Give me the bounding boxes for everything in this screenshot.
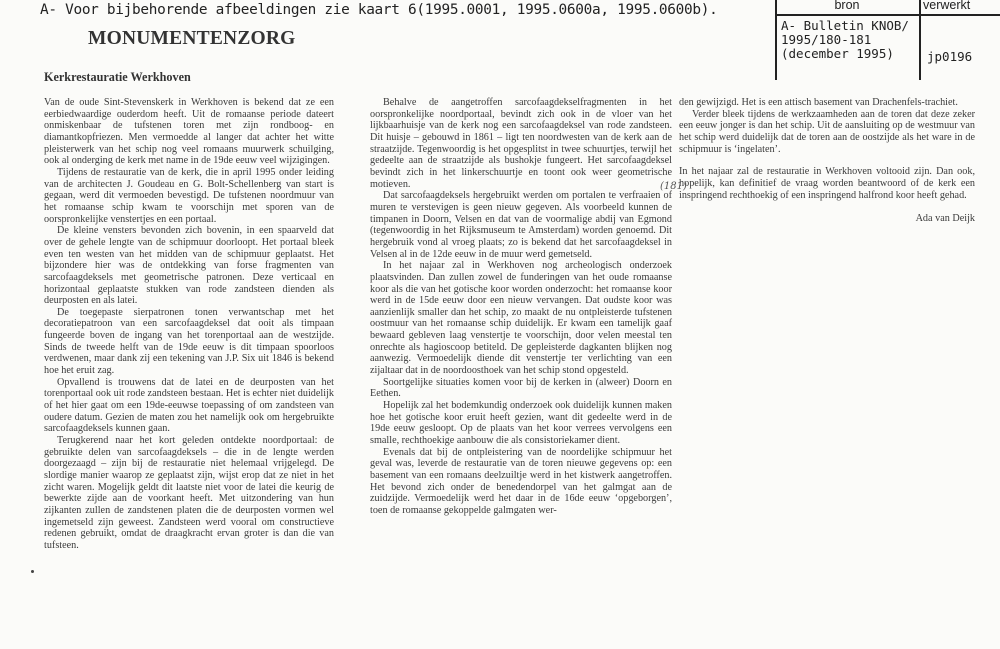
source-reference — [781, 19, 909, 61]
paragraph: Opvallend is trouwens dat de latei en de deurposten van het torenportaal ook uit rode zandsteen bestaan. Het is echter niet duidelijk of het hier gaat om een 19de-eeuwse toepassing of om zandsteen van oudere datum. Gezien de maten zou het namelijk ook om hergebruikte sarcofaagdeksels kunnen gaan. — [44, 376, 334, 435]
paragraph: Hopelijk zal het bodemkundig onderzoek ook duidelijk kunnen maken hoe het gotische koor eruit heeft gezien, want dit gedeelte werd in de 19de eeuw gesloopt. Op de plaats van het koor verrees vervolgens een smalle, rechthoekige aanbouw die als consistoriekamer dient. — [370, 400, 672, 447]
paragraph: Soortgelijke situaties komen voor bij de kerken in (alweer) Doorn en Eethen. — [370, 376, 672, 400]
paragraph: In het najaar zal de restauratie in Werkhoven voltooid zijn. Dan ook, hopelijk, kan definitief de vraag worden beantwoord of de kerk een inspringend rechthoekig of een inspringend halfrond koor heeft gehad. — [679, 166, 975, 201]
paragraph: Behalve de aangetroffen sarcofaagdekselfragmenten in het oorspronkelijke noordportaal, bevindt zich ook in de vloer van het lijkbaarhuisje van de kerk nog een sarcofaagdeksel van rode zandsteen. Dit huisje – gebouwd in 1861 – ligt ten noordwesten van de kerk aan de straatzijde. Tegenwoordig is het opgesplitst in twee schuurtjes, terwijl het gedeelte aan de straatzijde als bushokje fungeert. Het sarcofaagdeksel bevindt zich in het linkerschuurtje en toont ook weer geometrische motieven. — [370, 97, 672, 190]
article-column-3 — [679, 97, 975, 225]
paragraph: Tijdens de restauratie van de kerk, die in april 1995 onder leiding van de architecten J. Goudeau en G. Bolt-Schellenberg van start is gegaan, werd dit vermoeden bevestigd. De tufstenen noordmuur van het romaanse schip kwam te voorschijn met sporen van de oorspronkelijke venstertjes en een portaal. — [44, 166, 334, 225]
column-header-processed: verwerkt — [923, 0, 971, 12]
table-divider — [775, 14, 1000, 16]
source-line: A- Bulletin KNOB/ — [781, 18, 909, 33]
paragraph: Van de oude Sint-Stevenskerk in Werkhoven is bekend dat ze een eerbiedwaardige ouderdom heeft. Uit de romaanse periode dateert onmiskenbaar de tufstenen toren met zijn rondboog- en diamantkopfriezen. Men vermoedde al langer dat achter het witte pleisterwerk van het schip nog veel romaans muurwerk schuilging, ook al onderging de kerk met name in de 19de eeuw veel wijzigingen. — [44, 97, 334, 167]
article-title: Kerkrestauratie Werkhoven — [44, 70, 191, 84]
handwritten-margin-note: (181) — [660, 181, 687, 192]
paragraph: den gewijzigd. Het is een attisch basement van Drachenfels-trachiet. — [679, 97, 958, 108]
article-column-1 — [44, 97, 334, 552]
source-table — [775, 0, 1000, 80]
source-line: (december 1995) — [781, 46, 894, 61]
processed-code: jp0196 — [927, 49, 973, 64]
paragraph: In het najaar zal in Werkhoven nog archeologisch onderzoek plaatsvinden. Dan zullen zowel de funderingen van het oude romaanse koor als die van het gotische koor worden onderzocht: het romaanse koor werd in de 15de eeuw door een nieuw vervangen. Dat oudste koor was aanzienlijk smaller dan het schip, zo maakt de nu ontpleisterde tufstenen oostmuur van het romaanse schip duidelijk. Er kwam een tamelijk gaaf bewaard gebleven laag venstertje te voorschijn, door velen meestal ten onrechte als hagioscoop betiteld. De gepleisterde dagkanten blijken nog aanwezig. Vermoedelijk diende dit venstertje ter verlichting van een zijaltaar dat in de noordoosthoek van het schip stond opgesteld. — [370, 260, 672, 377]
section-title: MONUMENTENZORG — [88, 28, 296, 49]
paragraph: De toegepaste sierpatronen tonen verwantschap met het decoratiepatroon van een sarcofaagdeksel dat ooit als timpaan fungeerde boven de ingang van het torenportaal aan de westzijde. Sinds de tweede helft van de 19de eeuw is dit timpaan spoorloos verdwenen, maar dank zij een tekening van J.P. Six uit 1846 is bekend hoe het eruit zag. — [44, 306, 334, 377]
paragraph: Terugkerend naar het kort geleden ontdekte noordportaal: de gebruikte delen van sarcofaagdeksels – die in de lengte werden doorgezaagd – zijn bij de restauratie niet helemaal vrijgelegd. De slordige manier waarop ze geplaatst zijn, wijst erop dat ze niet in het zicht waren. Mogelijk geldt dit laatste niet voor de latei die keurig de bewerkte zijde aan de voorkant heeft. Met uitzondering van hun zijkanten zullen de zandstenen platen die de deurposten vormen wel ingemetseld zijn geweest. Zandsteen werd vooral om constructieve redenen gebruikt, omdat de draagkracht ervan groter is dan die van tufsteen. — [44, 435, 334, 551]
author-signature: Ada van Deijk — [915, 213, 975, 225]
source-line: 1995/180-181 — [781, 32, 872, 47]
article-column-2 — [370, 97, 672, 517]
stray-dot — [31, 570, 34, 573]
card-header-line: A- Voor bijbehorende afbeeldingen zie kaart 6(1995.0001, 1995.0600a, 1995.0600b). — [40, 2, 718, 18]
paragraph: Dat sarcofaagdeksels hergebruikt werden om portalen te verfraaien of muren te verstevigen is geen nieuw gegeven. Als voorbeeld kunnen de timpanen in Doorn, Velsen en dat van de voormalige abdij van Egmond (tegenwoordig in het Rijksmuseum te Amsterdam) worden genoemd. Dit hergebruik vond al vroeg plaats; zo is bekend dat het sarcofaagdeksel in Velsen al in de 12de eeuw in de muur werd gemetseld. — [370, 190, 672, 260]
paragraph: Evenals dat bij de ontpleistering van de noordelijke schipmuur het geval was, leverde de restauratie van de toren nieuwe gegevens op: een basement van een romaans deelzuiltje werd in het kistwerk aangetroffen. Het bevond zich onder de benedendorpel van het galmgat aan de zuidzijde. Vermoedelijk werd het daar in de 16de eeuw ‘opgeborgen’, toen de romaanse gekoppelde galmgaten wer- — [370, 446, 672, 516]
table-divider — [919, 0, 921, 80]
paragraph: Verder bleek tijdens de werkzaamheden aan de toren dat deze zeker een eeuw jonger is dan het schip. Uit de aansluiting op de westmuur van het schip werd duidelijk dat de toren aan de oostzijde als het ware in de schipmuur is ‘ingelaten’. — [679, 108, 975, 155]
table-divider — [775, 0, 777, 80]
paragraph: De kleine vensters bevonden zich bovenin, in een spaarveld dat over de gehele lengte van de schipmuur doorloopt. Het portaal bleek even ten westen van het midden van de schipmuur geplaatst. Het bijzondere hier was de ontdekking van forse fragmenten van sarcofaagdeksels met geometrische patronen. Deze verticaal en horizontaal geplaatste stukken van rode zandsteen dienden als deurposten en als latei. — [44, 225, 334, 307]
column-header-source: bron — [834, 0, 860, 12]
